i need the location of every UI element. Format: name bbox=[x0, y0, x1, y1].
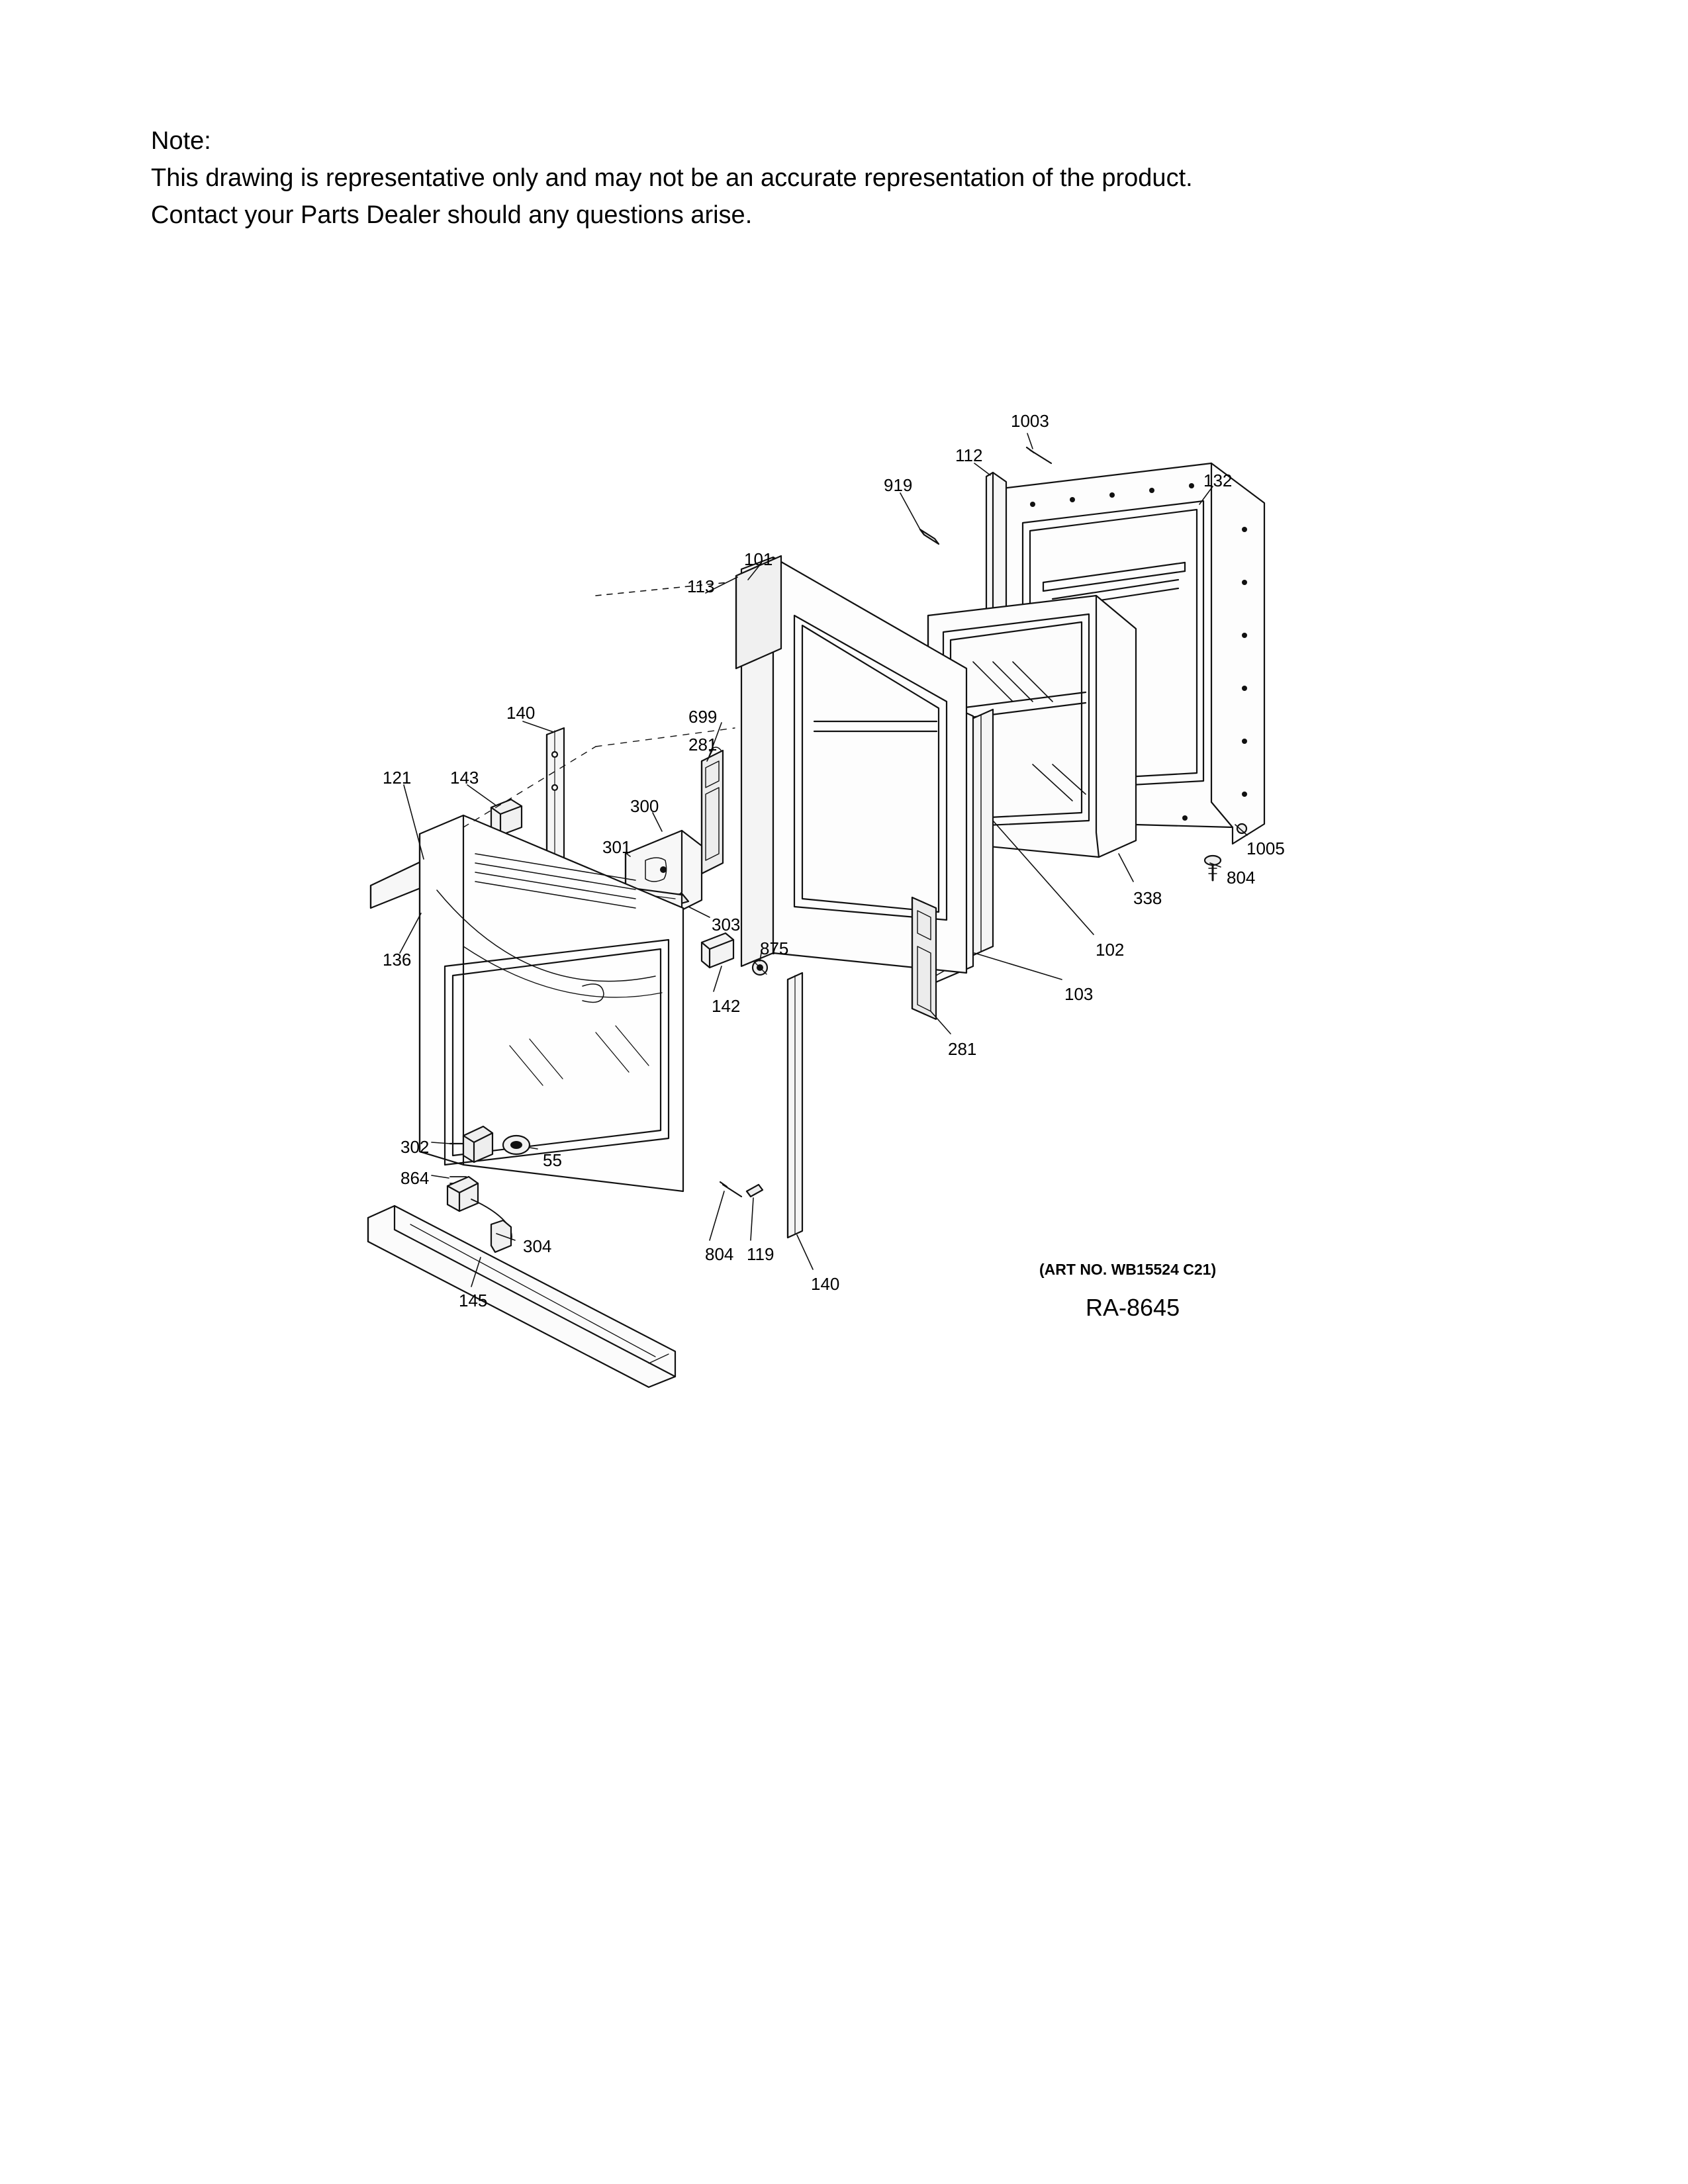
part-699-hinge-upper bbox=[702, 747, 723, 874]
callout-1005: 1005 bbox=[1246, 839, 1285, 858]
callout-101: 101 bbox=[744, 549, 773, 569]
note-heading: Note: bbox=[151, 127, 211, 155]
note-line-2: Contact your Parts Dealer should any questions arise. bbox=[151, 201, 753, 229]
callout-301: 301 bbox=[602, 837, 632, 857]
drawing-id: RA-8645 bbox=[1086, 1294, 1180, 1321]
part-142-block bbox=[702, 933, 733, 968]
note-line-1: This drawing is representative only and may not be an accurate representation of the product. bbox=[151, 164, 1193, 192]
callout-102: 102 bbox=[1096, 940, 1125, 960]
callout-1003: 1003 bbox=[1011, 411, 1049, 431]
part-140-support-bar-lower bbox=[788, 973, 802, 1238]
part-875-clip bbox=[753, 960, 767, 975]
callout-300: 300 bbox=[630, 796, 659, 816]
callout-103: 103 bbox=[1064, 984, 1094, 1004]
part-1003-screw bbox=[1027, 447, 1051, 463]
callout-113: 113 bbox=[687, 576, 715, 596]
callout-140: 140 bbox=[506, 703, 536, 723]
part-919-pin bbox=[920, 529, 939, 544]
part-281-hinge-lower bbox=[912, 897, 936, 1019]
callout-281: 281 bbox=[688, 735, 718, 754]
callout-804: 804 bbox=[705, 1244, 734, 1264]
callout-143: 143 bbox=[450, 768, 479, 788]
callout-121: 121 bbox=[383, 768, 412, 788]
callout-55: 55 bbox=[543, 1150, 562, 1170]
callout-140: 140 bbox=[811, 1274, 840, 1294]
callout-864: 864 bbox=[400, 1168, 430, 1188]
callout-804: 804 bbox=[1227, 868, 1256, 887]
callout-699: 699 bbox=[688, 707, 718, 727]
part-121-door-outer-panel bbox=[420, 728, 735, 1191]
callout-919: 919 bbox=[884, 475, 913, 495]
part-1005-fastener bbox=[1237, 824, 1246, 833]
callout-119: 119 bbox=[747, 1244, 774, 1264]
part-804-screw-right bbox=[1205, 856, 1221, 880]
callout-304: 304 bbox=[523, 1236, 552, 1256]
callout-338: 338 bbox=[1133, 888, 1162, 908]
callout-145: 145 bbox=[459, 1291, 488, 1310]
callout-302: 302 bbox=[400, 1137, 430, 1157]
callout-142: 142 bbox=[712, 996, 741, 1016]
callout-281: 281 bbox=[948, 1039, 977, 1059]
callout-875: 875 bbox=[760, 938, 789, 958]
callout-132: 132 bbox=[1203, 471, 1233, 490]
callout-112: 112 bbox=[955, 445, 983, 465]
part-119-rod bbox=[747, 1185, 763, 1197]
callout-303: 303 bbox=[712, 915, 741, 934]
part-55-knob bbox=[503, 1136, 530, 1154]
part-145-lower-trim-bar bbox=[368, 1206, 675, 1387]
callout-136: 136 bbox=[383, 950, 412, 970]
art-number: (ART NO. WB15524 C21) bbox=[1039, 1261, 1217, 1278]
